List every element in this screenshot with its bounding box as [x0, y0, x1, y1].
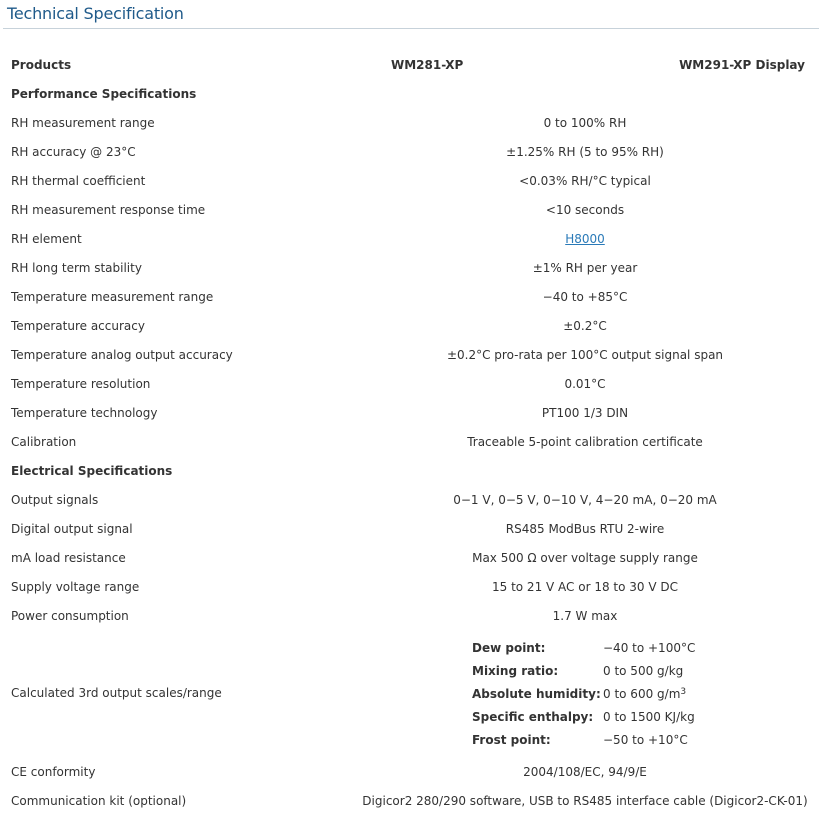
spec-value: 15 to 21 V AC or 18 to 30 V DC	[491, 580, 678, 594]
spec-label: mA load resistance	[11, 551, 126, 565]
product-1-heading: WM281-XP	[391, 58, 464, 72]
calc-item-specific-enthalpy	[472, 706, 812, 729]
table-row	[0, 196, 823, 225]
table-row	[0, 109, 823, 138]
calc-value: 0 to 600 g/m	[603, 687, 681, 701]
spec-label: RH accuracy @ 23°C	[11, 145, 136, 159]
spec-value: −40 to +85°C	[542, 290, 628, 304]
spec-label: RH long term stability	[11, 261, 142, 275]
spec-value: Digicor2 280/290 software, USB to RS485 interface cable (Digicor2-CK-01)	[362, 794, 808, 808]
spec-value: PT100 1/3 DIN	[541, 406, 629, 420]
table-row	[0, 341, 823, 370]
table-row	[0, 758, 823, 787]
table-row	[0, 283, 823, 312]
superscript: 3	[680, 687, 687, 697]
spec-value: 0 to 100% RH	[543, 116, 627, 130]
spec-label: Power consumption	[11, 609, 129, 623]
table-row	[0, 787, 823, 816]
table-row	[0, 399, 823, 428]
spec-label: Calibration	[11, 435, 77, 449]
table-row	[0, 573, 823, 602]
spec-label: Temperature technology	[11, 406, 158, 420]
spec-label: RH measurement range	[11, 116, 155, 130]
spec-label: Digital output signal	[11, 522, 133, 536]
products-header-row	[0, 51, 823, 80]
calc-value: 0 to 500 g/kg	[603, 664, 684, 678]
spec-label: RH element	[11, 232, 82, 246]
calc-key: Dew point:	[472, 641, 546, 655]
spec-label: RH thermal coefficient	[11, 174, 146, 188]
calc-key: Frost point:	[472, 733, 551, 747]
spec-value: <0.03% RH/°C typical	[519, 174, 651, 188]
page-title: Technical Specification	[7, 4, 184, 23]
table-row	[0, 544, 823, 573]
electrical-section-heading	[0, 457, 823, 486]
table-row	[0, 515, 823, 544]
table-row	[0, 254, 823, 283]
spec-label: Temperature resolution	[11, 377, 151, 391]
spec-label: Temperature analog output accuracy	[11, 348, 233, 362]
calc-item-frost-point	[472, 729, 812, 752]
spec-value: 1.7 W max	[552, 609, 618, 623]
table-row	[0, 312, 823, 341]
calc-item-absolute-humidity	[472, 683, 812, 706]
title-divider	[3, 28, 819, 29]
spec-value: ±1% RH per year	[532, 261, 638, 275]
table-row	[0, 167, 823, 196]
spec-value: ±0.2°C	[563, 319, 607, 333]
table-row	[0, 138, 823, 167]
spec-value: Max 500 Ω over voltage supply range	[472, 551, 698, 565]
calc-value: −50 to +10°C	[603, 733, 688, 747]
calc-value: 0 to 1500 KJ/kg	[603, 710, 695, 724]
performance-section-heading	[0, 80, 823, 109]
spec-value: 2004/108/EC, 94/9/E	[523, 765, 647, 779]
calc-item-dew-point	[472, 637, 812, 660]
spec-label: Temperature measurement range	[11, 290, 214, 304]
calculated-output-row	[0, 636, 823, 754]
spec-label: Communication kit (optional)	[11, 794, 187, 808]
spec-value: ±1.25% RH (5 to 95% RH)	[506, 145, 664, 159]
table-row	[0, 370, 823, 399]
spec-value: <10 seconds	[545, 203, 625, 217]
calc-key: Absolute humidity:	[472, 687, 601, 701]
spec-value: ±0.2°C pro-rata per 100°C output signal span	[446, 348, 724, 362]
spec-value: Traceable 5-point calibration certificate	[467, 435, 703, 449]
calc-key: Specific enthalpy:	[472, 710, 594, 724]
spec-label: Calculated 3rd output scales/range	[11, 686, 222, 700]
table-row	[0, 225, 823, 254]
calc-value: −40 to +100°C	[603, 641, 696, 655]
table-row	[0, 486, 823, 515]
rh-element-link[interactable]: H8000	[565, 232, 605, 246]
spec-value: RS485 ModBus RTU 2-wire	[505, 522, 665, 536]
spec-value-cell	[340, 225, 823, 254]
spec-label: Output signals	[11, 493, 99, 507]
table-row	[0, 602, 823, 631]
spec-value: 0.01°C	[564, 377, 606, 391]
spec-label: Temperature accuracy	[11, 319, 145, 333]
spec-label: RH measurement response time	[11, 203, 206, 217]
section-title: Electrical Specifications	[11, 464, 173, 478]
products-label: Products	[11, 58, 72, 72]
section-title: Performance Specifications	[11, 87, 197, 101]
product-2-heading: WM291-XP Display	[679, 58, 805, 72]
table-row	[0, 428, 823, 457]
spec-label: CE conformity	[11, 765, 96, 779]
calc-item-mixing-ratio	[472, 660, 812, 683]
spec-value: 0−1 V, 0−5 V, 0−10 V, 4−20 mA, 0−20 mA	[453, 493, 717, 507]
spec-label: Supply voltage range	[11, 580, 140, 594]
calc-value-wrap	[603, 683, 686, 708]
calc-key: Mixing ratio:	[472, 664, 559, 678]
